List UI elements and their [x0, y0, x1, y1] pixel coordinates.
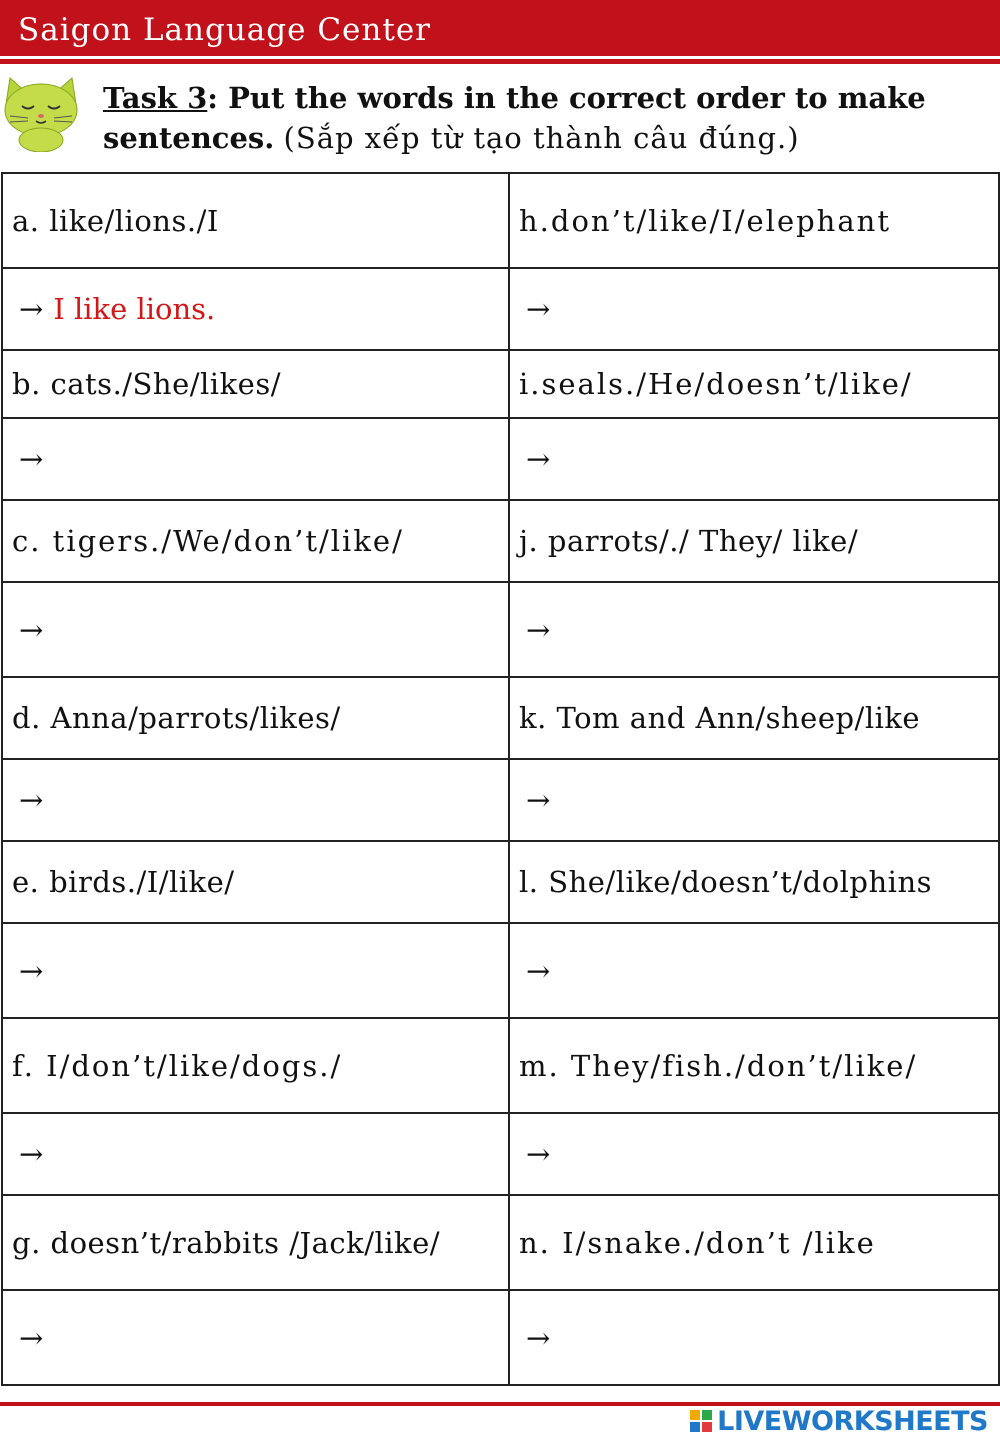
answer-row	[2, 923, 999, 1018]
question-e: e. birds./I/like/	[2, 841, 509, 923]
answer-h-field[interactable]	[509, 268, 999, 350]
header-title: Saigon Language Center	[18, 12, 431, 48]
question-row	[2, 1195, 999, 1290]
arrow-icon: →	[19, 953, 44, 988]
question-a: a. like/lions./I	[2, 173, 509, 268]
question-row	[2, 1018, 999, 1113]
task-instruction	[103, 78, 983, 158]
answer-a-text: I like lions.	[53, 292, 216, 326]
header-divider	[0, 59, 1000, 64]
answer-d-field[interactable]	[2, 759, 509, 841]
answer-k-field[interactable]	[509, 759, 999, 841]
answer-m-field[interactable]	[509, 1113, 999, 1195]
answer-g-field[interactable]	[2, 1290, 509, 1385]
exercise-table	[1, 172, 1000, 1386]
answer-row	[2, 1113, 999, 1195]
page-header	[0, 0, 1000, 56]
arrow-icon: →	[526, 1320, 551, 1355]
question-c: c. tigers./We/don’t/like/	[2, 500, 509, 582]
question-m: m. They/fish./don’t/like/	[509, 1018, 999, 1113]
question-row	[2, 173, 999, 268]
answer-row	[2, 582, 999, 677]
answer-i-field[interactable]	[509, 418, 999, 500]
answer-j-field[interactable]	[509, 582, 999, 677]
liveworksheets-logo	[689, 1406, 988, 1436]
arrow-icon: →	[526, 953, 551, 988]
arrow-icon: →	[19, 1320, 44, 1355]
answer-l-field[interactable]	[509, 923, 999, 1018]
question-k: k. Tom and Ann/sheep/like	[509, 677, 999, 759]
task-instruction-text: : Put the words in the correct order to make sentences.	[103, 81, 926, 155]
question-h: h.don’t/like/I/elephant	[509, 173, 999, 268]
arrow-icon: →	[19, 1137, 44, 1171]
arrow-icon: →	[526, 783, 551, 817]
answer-a-field[interactable]	[2, 268, 509, 350]
answer-row	[2, 1290, 999, 1385]
answer-n-field[interactable]	[509, 1290, 999, 1385]
question-l: l. She/like/doesn’t/dolphins	[509, 841, 999, 923]
arrow-icon: →	[19, 612, 44, 647]
liveworksheets-logo-text: LIVEWORKSHEETS	[717, 1405, 988, 1437]
answer-e-field[interactable]	[2, 923, 509, 1018]
question-n: n. I/snake./don’t /like	[509, 1195, 999, 1290]
arrow-icon: →	[526, 292, 551, 326]
question-row	[2, 500, 999, 582]
question-b: b. cats./She/likes/	[2, 350, 509, 418]
arrow-icon: →	[19, 783, 44, 817]
cat-mascot-icon	[0, 74, 82, 152]
question-row	[2, 350, 999, 418]
arrow-icon: →	[19, 292, 44, 326]
arrow-icon: →	[19, 442, 44, 476]
question-g: g. doesn’t/rabbits /Jack/like/	[2, 1195, 509, 1290]
answer-row	[2, 759, 999, 841]
arrow-icon: →	[526, 1137, 551, 1171]
question-f: f. I/don’t/like/dogs./	[2, 1018, 509, 1113]
liveworksheets-logo-icon	[689, 1409, 713, 1433]
question-row	[2, 677, 999, 759]
answer-row	[2, 418, 999, 500]
task-instruction-vietnamese: (Sắp xếp từ tạo thành câu đúng.)	[283, 121, 800, 155]
task-label: Task 3	[103, 81, 208, 115]
question-i: i.seals./He/doesn’t/like/	[509, 350, 999, 418]
answer-f-field[interactable]	[2, 1113, 509, 1195]
answer-c-field[interactable]	[2, 582, 509, 677]
arrow-icon: →	[526, 442, 551, 476]
arrow-icon: →	[526, 612, 551, 647]
question-j: j. parrots/./ They/ like/	[509, 500, 999, 582]
answer-row	[2, 268, 999, 350]
question-d: d. Anna/parrots/likes/	[2, 677, 509, 759]
answer-b-field[interactable]	[2, 418, 509, 500]
question-row	[2, 841, 999, 923]
